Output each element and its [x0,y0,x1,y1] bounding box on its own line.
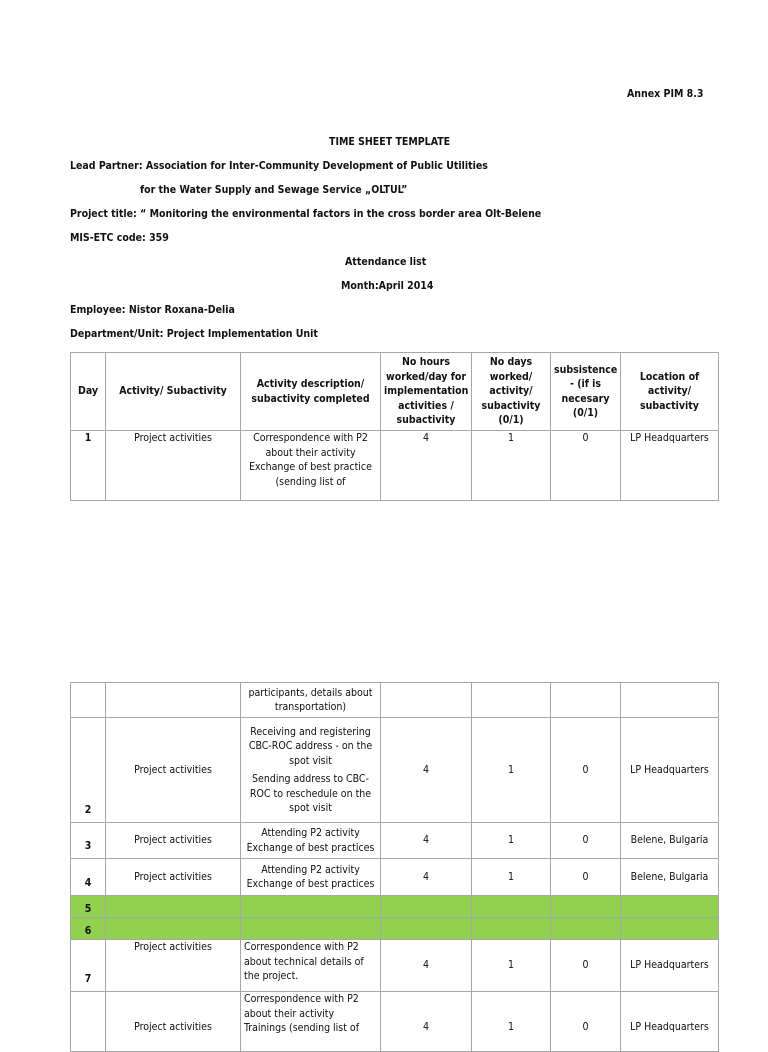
activity-cell: Project activities [106,940,241,992]
description-part: Sending address to CBC-ROC to reschedule on the spot visit [249,773,372,814]
subsistence-cell: 0 [551,823,621,859]
empty-cell [241,896,381,918]
hours-cell: 4 [381,431,472,501]
location-cell: LP Headquarters [621,718,719,823]
days-cell: 1 [472,718,551,823]
column-header: Day [71,353,106,431]
days-cell [472,683,551,718]
empty-cell [472,896,551,918]
activity-cell: Project activities [106,823,241,859]
empty-cell [381,896,472,918]
lead-partner-line2: for the Water Supply and Sewage Service „OLTUL” [140,184,408,196]
day-cell: 4 [71,859,106,896]
days-cell: 1 [472,992,551,1052]
table-row [71,992,719,1052]
description-cell: Attending P2 activity Exchange of best practices [241,823,381,859]
table-row [71,431,719,501]
column-header: subsistence - (if is necesary (0/1) [551,353,621,431]
table-row [71,859,719,896]
description-cell [241,718,381,823]
hours-cell [381,683,472,718]
weekend-row [71,896,719,918]
description-cell: Correspondence with P2 about their activity Trainings (sending list of [241,992,381,1052]
hours-cell: 4 [381,992,472,1052]
activity-cell: Project activities [106,431,241,501]
day-cell: 1 [71,431,106,501]
location-cell: LP Headquarters [621,992,719,1052]
department-label: Department/Unit: Project Implementation Unit [70,328,318,340]
column-header: No hours worked/day for implementation activities / subactivity [381,353,472,431]
lead-partner-line1: Lead Partner: Association for Inter-Community Development of Public Utilities [70,160,488,172]
timesheet-table-continued [70,682,719,1052]
location-cell: LP Headquarters [621,431,719,501]
day-cell: 2 [71,718,106,823]
column-header: Activity/ Subactivity [106,353,241,431]
table-row [71,823,719,859]
timesheet-table-page1 [70,352,718,488]
empty-cell [621,918,719,940]
days-cell: 1 [472,823,551,859]
subsistence-cell: 0 [551,859,621,896]
column-header: No days worked/ activity/ subactivity (0/1) [472,353,551,431]
empty-cell [106,896,241,918]
day-cell: 5 [71,896,106,918]
hours-cell: 4 [381,718,472,823]
hours-cell: 4 [381,859,472,896]
project-title: Project title: “ Monitoring the environmental factors in the cross border area Olt-Belene [70,208,542,220]
location-cell: LP Headquarters [621,940,719,992]
days-cell: 1 [472,940,551,992]
column-header: Location of activity/ subactivity [621,353,719,431]
empty-cell [106,918,241,940]
description-part: Receiving and registering CBC-ROC address - on the spot visit [248,725,373,767]
timesheet-table-page2 [70,682,718,1034]
subsistence-cell: 0 [551,431,621,501]
hours-cell: 4 [381,940,472,992]
empty-cell [621,896,719,918]
employee-label: Employee: Nistor Roxana-Delia [70,304,235,316]
subsistence-cell: 0 [551,992,621,1052]
activity-cell [106,683,241,718]
attendance-list-label: Attendance list [345,256,427,268]
description-cell: Attending P2 activity Exchange of best practices [241,859,381,896]
days-cell: 1 [472,431,551,501]
day-cell [71,992,106,1052]
activity-cell: Project activities [106,992,241,1052]
description-cell: Correspondence with P2 about their activity Exchange of best practice (sending list of [241,431,381,501]
activity-cell: Project activities [106,718,241,823]
day-cell: 3 [71,823,106,859]
subsistence-cell [551,683,621,718]
day-cell: 6 [71,918,106,940]
location-cell: Belene, Bulgaria [621,823,719,859]
table-row [71,718,719,823]
mis-etc-code: MIS-ETC code: 359 [70,232,169,244]
annex-label: Annex PIM 8.3 [627,88,704,100]
activity-cell: Project activities [106,859,241,896]
empty-cell [551,896,621,918]
description-cell: Correspondence with P2 about technical details of the project. [241,940,381,992]
empty-cell [241,918,381,940]
empty-cell [381,918,472,940]
month-label: Month:April 2014 [341,280,434,292]
subsistence-cell: 0 [551,940,621,992]
column-header: Activity description/ subactivity completed [241,353,381,431]
days-cell: 1 [472,859,551,896]
empty-cell [472,918,551,940]
description-cell: participants, details about transportation) [241,683,381,718]
timesheet-table [70,352,719,501]
table-header-row [71,353,719,431]
location-cell: Belene, Bulgaria [621,859,719,896]
hours-cell: 4 [381,823,472,859]
table-row [71,683,719,718]
day-cell: 7 [71,940,106,992]
document-title: TIME SHEET TEMPLATE [329,136,451,148]
subsistence-cell: 0 [551,718,621,823]
weekend-row [71,918,719,940]
location-cell [621,683,719,718]
day-cell [71,683,106,718]
table-row [71,940,719,992]
empty-cell [551,918,621,940]
